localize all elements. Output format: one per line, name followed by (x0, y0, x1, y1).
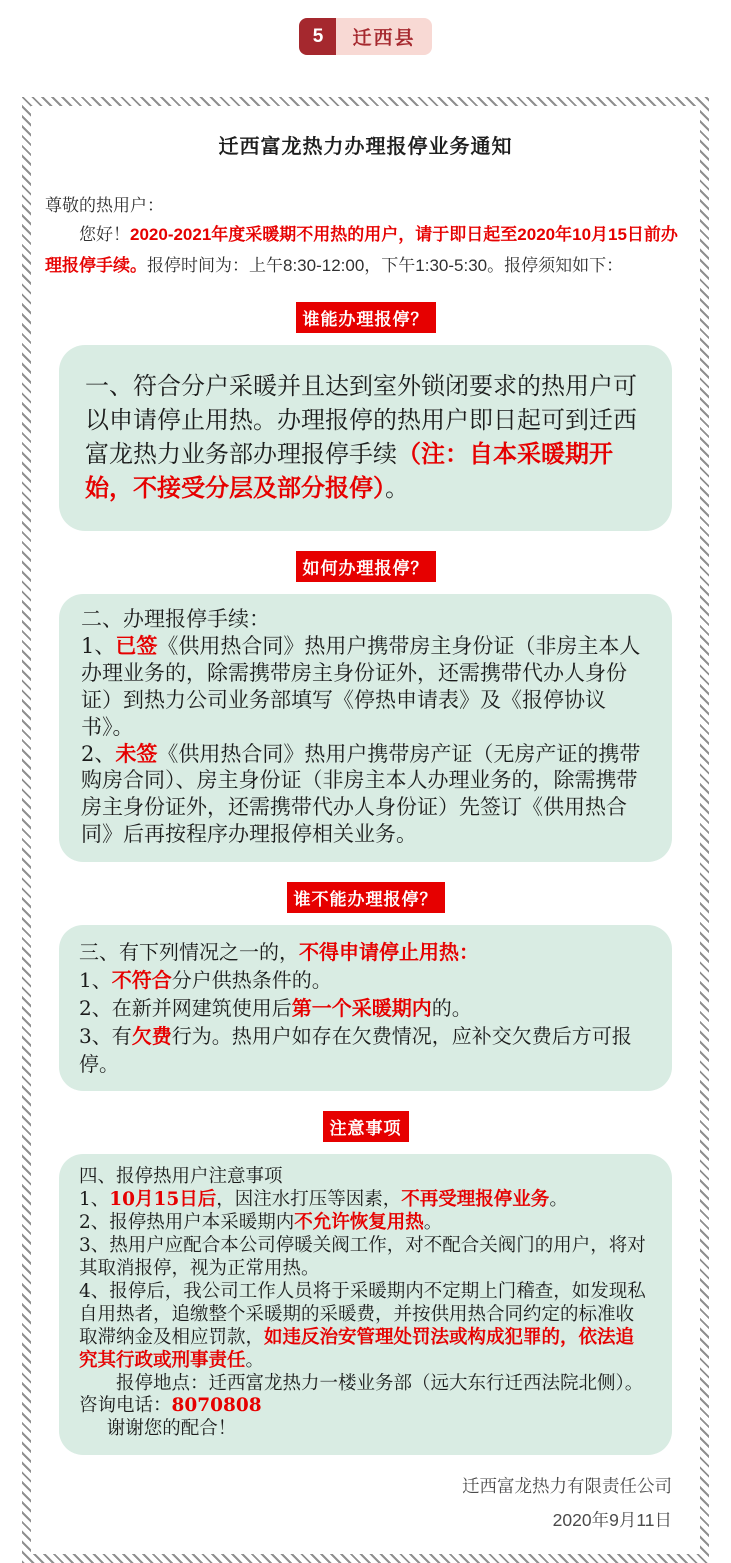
document-title: 迁西富龙热力办理报停业务通知 (218, 136, 513, 158)
text-run: 2、报停热用户本采暖期内 (79, 1211, 295, 1233)
section-badge: 谁不能办理报停？ (287, 882, 445, 913)
text-run: 不符合 (111, 968, 172, 993)
text-run: 的。 (431, 996, 472, 1021)
notice-paragraph (79, 1281, 652, 1373)
notice-box (59, 345, 672, 531)
county-badge (0, 0, 731, 55)
notice-paragraph (79, 1418, 652, 1441)
text-run: 谢谢您的配合！ (106, 1418, 237, 1440)
section-badge: 如何办理报停？ (296, 551, 436, 582)
text-run: 第一个采暖期内 (291, 996, 432, 1021)
notice-box (59, 1154, 672, 1455)
section-badge: 谁能办理报停？ (296, 302, 436, 333)
notice-paragraph (79, 1166, 652, 1189)
section-badge-row (45, 882, 686, 913)
text-run: 10月15日后 (109, 1189, 217, 1210)
notice-paragraph (81, 606, 650, 633)
text-run: 报停地点：迁西富龙热力一楼业务部（远大东行迁西法院北侧）。咨询电话： (79, 1372, 644, 1417)
text-run: 1、 (79, 968, 112, 993)
company-name: 迁西富龙热力有限责任公司 (462, 1476, 672, 1497)
text-run: 。 (549, 1189, 568, 1210)
text-run: 三、有下列情况之一的， (79, 940, 299, 965)
notice-frame (22, 97, 709, 1563)
text-run: 四、报停热用户注意事项 (79, 1166, 283, 1188)
text-run: 。 (423, 1211, 443, 1233)
notice-date: 2020年9月11日 (552, 1510, 672, 1531)
text-run: 不再受理报停业务 (401, 1189, 550, 1210)
notice-document (31, 106, 700, 1554)
text-run: 二、办理报停手续： (81, 607, 270, 632)
intro-paragraph (45, 220, 686, 282)
county-badge-label: 迁西县 (336, 18, 431, 55)
text-run: 报停时间为：上午8:30-12:00，下午1:30-5:30。报停须知如下： (147, 255, 624, 275)
text-run: 欠费 (131, 1024, 172, 1049)
notice-paragraph (79, 966, 652, 994)
notice-paragraph (79, 994, 652, 1022)
section-badge: 注意事项 (323, 1111, 409, 1142)
text-run: 2020-2021年度采暖期不用热的用户，请于即日起至2020年10月15日前办理报停手续。 (45, 225, 678, 275)
text-run: 未签 (115, 740, 158, 766)
greeting: 尊敬的热用户： (45, 196, 164, 215)
text-run: 3、有 (79, 1024, 132, 1049)
text-run: 已签 (115, 633, 158, 659)
text-run: 。 (245, 1349, 265, 1371)
notice-paragraph (81, 633, 650, 741)
notice-section (45, 551, 686, 862)
text-run: 分户供热条件的。 (171, 968, 332, 993)
text-run: 《供用热合同》热用户携带房主身份证（非房主本人办理业务的，除需携带房主身份证外，还需携带代办人身份证）到热力公司业务部填写《停热申请表》及《报停协议书》。 (81, 634, 641, 739)
notice-paragraph (79, 1189, 652, 1212)
notice-box (59, 925, 672, 1091)
sections (45, 302, 686, 1455)
text-run: 2、 (81, 741, 116, 766)
notice-paragraph (79, 1212, 652, 1235)
section-badge-row (45, 1111, 686, 1142)
text-run: 行为。热用户如存在欠费情况，应补交欠费后方可报停。 (79, 1024, 632, 1077)
text-run: 2、在新并网建筑使用后 (79, 996, 292, 1021)
text-run: 您好！ (79, 225, 130, 244)
text-run: （注：自本采暖期开始，不接受分层及部分报停） (85, 439, 613, 503)
notice-paragraph (79, 938, 652, 966)
signature (45, 1469, 672, 1537)
notice-section (45, 1111, 686, 1455)
text-run: 《供用热合同》热用户携带房产证（无房产证的携带购房合同）、房主身份证（非房主本人办理业务的，除需携带房主身份证外，还需携带代办人身份证）先签订《供用热合同》后再按程序办理报停相关业务。 (81, 741, 641, 847)
text-run: ，因注水打压等因素， (216, 1189, 402, 1210)
notice-paragraph (79, 1373, 652, 1419)
text-run: 不允许恢复用热 (294, 1211, 424, 1233)
county-badge-number: 5 (299, 18, 336, 55)
text-run: 1、 (79, 1189, 110, 1210)
notice-paragraph (81, 741, 650, 849)
notice-paragraph (79, 1022, 652, 1078)
notice-paragraph (85, 369, 646, 505)
text-run: 一、符合分户采暖并且达到室外锁闭要求的热用户可以申请停止用热。办理报停的热用户即日起可到迁西富龙热力业务部办理报停手续 (85, 371, 637, 469)
text-run: 1、 (81, 634, 116, 659)
notice-section (45, 302, 686, 531)
text-run: 。 (385, 474, 409, 503)
text-run: 如违反治安管理处罚法或构成犯罪的，依法追究其行政或刑事责任 (79, 1326, 635, 1371)
text-run: 8070808 (171, 1395, 262, 1417)
text-run: 不得申请停止用热： (299, 940, 479, 965)
notice-box (59, 594, 672, 862)
section-badge-row (45, 302, 686, 333)
text-run: 4、报停后，我公司工作人员将于采暖期内不定期上门稽查，如发现私自用热者，追缴整个采暖期的采暖费，并按供用热合同约定的标准收取滞纳金及相应罚款， (79, 1280, 646, 1348)
notice-paragraph (79, 1235, 652, 1281)
section-badge-row (45, 551, 686, 582)
text-run: 3、热用户应配合本公司停暖关阀工作，对不配合关阀门的用户，将对其取消报停，视为正常用热。 (79, 1234, 646, 1279)
notice-section (45, 882, 686, 1091)
